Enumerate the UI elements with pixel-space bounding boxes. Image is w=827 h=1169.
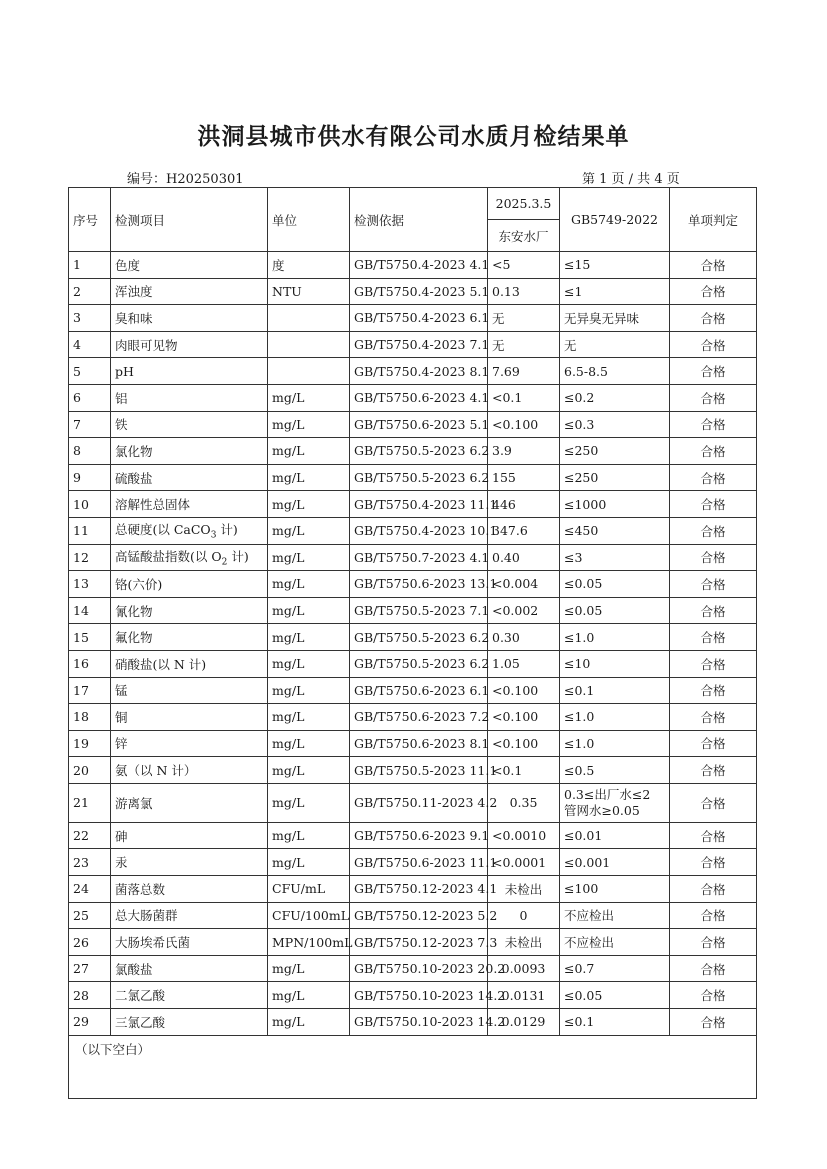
row-result: 347.6 (488, 517, 560, 544)
row-limit: 不应检出 (560, 929, 670, 956)
row-result: 未检出 (488, 929, 560, 956)
row-method: GB/T5750.5-2023 6.2 (350, 464, 488, 491)
row-number: 14 (69, 597, 111, 624)
row-item: 总硬度(以 CaCO$_3$ 计) (111, 517, 268, 544)
row-judgment: 合格 (670, 876, 757, 903)
row-limit: ≤1 (560, 278, 670, 305)
table-row (69, 902, 757, 929)
row-limit: ≤250 (560, 438, 670, 465)
row-limit: ≤0.7 (560, 955, 670, 982)
row-unit: mg/L (268, 955, 350, 982)
table-row (69, 982, 757, 1009)
row-judgment: 合格 (670, 464, 757, 491)
row-limit: ≤450 (560, 517, 670, 544)
row-judgment: 合格 (670, 704, 757, 731)
row-number: 5 (69, 358, 111, 385)
row-limit: ≤0.2 (560, 384, 670, 411)
row-result: 无 (488, 331, 560, 358)
row-number: 7 (69, 411, 111, 438)
row-judgment: 合格 (670, 982, 757, 1009)
row-judgment: 合格 (670, 822, 757, 849)
row-number: 16 (69, 650, 111, 677)
row-method: GB/T5750.4-2023 10.1 (350, 517, 488, 544)
row-number: 18 (69, 704, 111, 731)
row-number: 6 (69, 384, 111, 411)
row-item: 高锰酸盐指数(以 $O_2$ 计) (111, 544, 268, 571)
row-result: 未检出 (488, 876, 560, 903)
row-number: 22 (69, 822, 111, 849)
row-limit: ≤0.1 (560, 1009, 670, 1036)
row-unit: CFU/mL (268, 876, 350, 903)
row-result: <0.100 (488, 677, 560, 704)
row-judgment: 合格 (670, 252, 757, 279)
row-number: 11 (69, 517, 111, 544)
header-standard: GB5749-2022 (560, 188, 670, 252)
row-limit: ≤1.0 (560, 730, 670, 757)
row-unit: 度 (268, 252, 350, 279)
row-method: GB/T5750.5-2023 6.2 (350, 650, 488, 677)
table-row (69, 955, 757, 982)
row-unit: mg/L (268, 650, 350, 677)
row-item: 氨（以 N 计） (111, 757, 268, 784)
row-limit: ≤0.3 (560, 411, 670, 438)
row-method: GB/T5750.4-2023 8.1 (350, 358, 488, 385)
row-result: 0.0131 (488, 982, 560, 1009)
row-item: 大肠埃希氏菌 (111, 929, 268, 956)
row-item: 硫酸盐 (111, 464, 268, 491)
row-result: <0.0010 (488, 822, 560, 849)
row-limit: ≤100 (560, 876, 670, 903)
row-item: 二氯乙酸 (111, 982, 268, 1009)
row-item: 硝酸盐(以 N 计) (111, 650, 268, 677)
table-body (69, 252, 757, 1036)
row-unit: mg/L (268, 571, 350, 598)
row-unit: mg/L (268, 597, 350, 624)
document-number: 编号：H20250301 (127, 172, 244, 187)
row-number: 3 (69, 305, 111, 332)
row-number: 29 (69, 1009, 111, 1036)
row-result: 0.40 (488, 544, 560, 571)
table-row (69, 783, 757, 822)
row-number: 23 (69, 849, 111, 876)
results-table (68, 187, 757, 1099)
row-judgment: 合格 (670, 491, 757, 518)
row-unit (268, 305, 350, 332)
row-unit: mg/L (268, 849, 350, 876)
row-result: 无 (488, 305, 560, 332)
page-number: 第 1 页 / 共 4 页 (582, 172, 680, 187)
row-judgment: 合格 (670, 517, 757, 544)
row-result: <0.100 (488, 411, 560, 438)
footer-row (69, 1035, 757, 1098)
row-limit: 无异臭无异味 (560, 305, 670, 332)
row-judgment: 合格 (670, 1009, 757, 1036)
row-result: 446 (488, 491, 560, 518)
row-result: <0.002 (488, 597, 560, 624)
row-method: GB/T5750.10-2023 14.2 (350, 982, 488, 1009)
row-result: <0.100 (488, 704, 560, 731)
row-result: <0.1 (488, 757, 560, 784)
row-number: 25 (69, 902, 111, 929)
row-limit: ≤0.05 (560, 982, 670, 1009)
row-judgment: 合格 (670, 757, 757, 784)
table-row (69, 411, 757, 438)
table-row (69, 822, 757, 849)
row-result: <0.0001 (488, 849, 560, 876)
row-item: 三氯乙酸 (111, 1009, 268, 1036)
header-date: 2025.3.5 (488, 188, 560, 220)
row-limit: 6.5-8.5 (560, 358, 670, 385)
row-limit: ≤1.0 (560, 624, 670, 651)
page-title: 洪洞县城市供水有限公司水质月检结果单 (197, 124, 630, 150)
row-unit: mg/L (268, 783, 350, 822)
row-limit: ≤0.001 (560, 849, 670, 876)
row-result: <0.004 (488, 571, 560, 598)
row-method: GB/T5750.6-2023 11.1 (350, 849, 488, 876)
table-header-row (69, 188, 757, 220)
row-limit: 无 (560, 331, 670, 358)
row-number: 17 (69, 677, 111, 704)
row-limit: ≤15 (560, 252, 670, 279)
row-unit: mg/L (268, 757, 350, 784)
table-row (69, 929, 757, 956)
row-unit (268, 331, 350, 358)
table-row (69, 331, 757, 358)
row-number: 24 (69, 876, 111, 903)
row-unit: mg/L (268, 1009, 350, 1036)
row-limit: ≤1000 (560, 491, 670, 518)
row-judgment: 合格 (670, 650, 757, 677)
row-method: GB/T5750.6-2023 6.1 (350, 677, 488, 704)
row-unit: mg/L (268, 704, 350, 731)
row-judgment: 合格 (670, 955, 757, 982)
row-limit: ≤0.01 (560, 822, 670, 849)
row-number: 28 (69, 982, 111, 1009)
row-unit: NTU (268, 278, 350, 305)
row-number: 12 (69, 544, 111, 571)
row-method: GB/T5750.4-2023 4.1 (350, 252, 488, 279)
header-plant: 东安水厂 (488, 220, 560, 252)
row-item: 臭和味 (111, 305, 268, 332)
row-method: GB/T5750.12-2023 7.3 (350, 929, 488, 956)
table-row (69, 384, 757, 411)
row-judgment: 合格 (670, 571, 757, 598)
row-judgment: 合格 (670, 730, 757, 757)
row-judgment: 合格 (670, 677, 757, 704)
row-unit: mg/L (268, 730, 350, 757)
row-method: GB/T5750.11-2023 4.2 (350, 783, 488, 822)
row-judgment: 合格 (670, 331, 757, 358)
row-item: 色度 (111, 252, 268, 279)
row-unit: CFU/100mL (268, 902, 350, 929)
row-method: GB/T5750.6-2023 8.1 (350, 730, 488, 757)
table-row (69, 278, 757, 305)
row-judgment: 合格 (670, 849, 757, 876)
row-number: 27 (69, 955, 111, 982)
table-row (69, 358, 757, 385)
row-judgment: 合格 (670, 384, 757, 411)
row-limit: ≤0.05 (560, 571, 670, 598)
table-row (69, 677, 757, 704)
row-method: GB/T5750.5-2023 6.2 (350, 438, 488, 465)
row-method: GB/T5750.4-2023 6.1 (350, 305, 488, 332)
row-result: 0 (488, 902, 560, 929)
table-row (69, 597, 757, 624)
row-item: 铝 (111, 384, 268, 411)
row-judgment: 合格 (670, 305, 757, 332)
row-result: 0.30 (488, 624, 560, 651)
row-unit: mg/L (268, 544, 350, 571)
row-judgment: 合格 (670, 544, 757, 571)
row-result: 7.69 (488, 358, 560, 385)
row-result: 0.0129 (488, 1009, 560, 1036)
row-item: 浑浊度 (111, 278, 268, 305)
row-item: 锌 (111, 730, 268, 757)
row-unit: mg/L (268, 822, 350, 849)
row-method: GB/T5750.4-2023 11.1 (350, 491, 488, 518)
row-judgment: 合格 (670, 929, 757, 956)
row-number: 8 (69, 438, 111, 465)
row-result: 1.05 (488, 650, 560, 677)
row-unit: mg/L (268, 491, 350, 518)
table-row (69, 438, 757, 465)
row-number: 4 (69, 331, 111, 358)
row-judgment: 合格 (670, 624, 757, 651)
row-unit: mg/L (268, 677, 350, 704)
table-row (69, 757, 757, 784)
row-result: <5 (488, 252, 560, 279)
row-item: 肉眼可见物 (111, 331, 268, 358)
row-method: GB/T5750.4-2023 5.1 (350, 278, 488, 305)
table-row (69, 544, 757, 571)
row-item: 氟化物 (111, 624, 268, 651)
table-row (69, 491, 757, 518)
row-judgment: 合格 (670, 438, 757, 465)
row-number: 10 (69, 491, 111, 518)
row-method: GB/T5750.6-2023 4.1 (350, 384, 488, 411)
row-limit: ≤0.05 (560, 597, 670, 624)
row-result: <0.1 (488, 384, 560, 411)
row-result: 3.9 (488, 438, 560, 465)
row-unit: mg/L (268, 624, 350, 651)
row-unit: MPN/100mL (268, 929, 350, 956)
row-item: 总大肠菌群 (111, 902, 268, 929)
row-judgment: 合格 (670, 597, 757, 624)
row-method: GB/T5750.6-2023 7.2 (350, 704, 488, 731)
row-item: 锰 (111, 677, 268, 704)
row-number: 2 (69, 278, 111, 305)
footer-note: （以下空白） (69, 1035, 757, 1098)
row-limit: ≤10 (560, 650, 670, 677)
table-row (69, 730, 757, 757)
row-method: GB/T5750.5-2023 7.1 (350, 597, 488, 624)
row-method: GB/T5750.12-2023 4.1 (350, 876, 488, 903)
row-unit (268, 358, 350, 385)
table-row (69, 650, 757, 677)
row-method: GB/T5750.5-2023 11.1 (350, 757, 488, 784)
table-row (69, 571, 757, 598)
row-limit: ≤3 (560, 544, 670, 571)
table-row (69, 624, 757, 651)
row-unit: mg/L (268, 517, 350, 544)
row-judgment: 合格 (670, 783, 757, 822)
row-unit: mg/L (268, 384, 350, 411)
row-limit: 不应检出 (560, 902, 670, 929)
row-limit: ≤0.1 (560, 677, 670, 704)
row-item: 游离氯 (111, 783, 268, 822)
row-method: GB/T5750.10-2023 14.2 (350, 1009, 488, 1036)
table-row (69, 849, 757, 876)
table-row (69, 252, 757, 279)
table-row (69, 704, 757, 731)
row-result: 0.13 (488, 278, 560, 305)
header-item: 检测项目 (111, 188, 268, 252)
row-result: 0.0093 (488, 955, 560, 982)
row-unit: mg/L (268, 411, 350, 438)
row-item: 砷 (111, 822, 268, 849)
row-method: GB/T5750.5-2023 6.2 (350, 624, 488, 651)
row-method: GB/T5750.12-2023 5.2 (350, 902, 488, 929)
row-method: GB/T5750.6-2023 5.1 (350, 411, 488, 438)
row-number: 1 (69, 252, 111, 279)
table-row (69, 1009, 757, 1036)
row-item: 溶解性总固体 (111, 491, 268, 518)
row-unit: mg/L (268, 464, 350, 491)
row-unit: mg/L (268, 438, 350, 465)
row-judgment: 合格 (670, 411, 757, 438)
row-item: 汞 (111, 849, 268, 876)
row-limit: ≤0.5 (560, 757, 670, 784)
row-method: GB/T5750.10-2023 20.2 (350, 955, 488, 982)
row-limit: ≤250 (560, 464, 670, 491)
row-item: 氯酸盐 (111, 955, 268, 982)
table-row (69, 876, 757, 903)
row-method: GB/T5750.7-2023 4.1 (350, 544, 488, 571)
row-number: 15 (69, 624, 111, 651)
row-item: 菌落总数 (111, 876, 268, 903)
row-unit: mg/L (268, 982, 350, 1009)
row-number: 19 (69, 730, 111, 757)
header-seq: 序号 (69, 188, 111, 252)
row-item: 铁 (111, 411, 268, 438)
row-item: 铬(六价) (111, 571, 268, 598)
table-row (69, 305, 757, 332)
header-judgment: 单项判定 (670, 188, 757, 252)
row-number: 26 (69, 929, 111, 956)
row-item: pH (111, 358, 268, 385)
row-number: 20 (69, 757, 111, 784)
row-result: 0.35 (488, 783, 560, 822)
table-row (69, 517, 757, 544)
row-limit: ≤1.0 (560, 704, 670, 731)
row-item: 铜 (111, 704, 268, 731)
header-method: 检测依据 (350, 188, 488, 252)
row-method: GB/T5750.4-2023 7.1 (350, 331, 488, 358)
row-number: 13 (69, 571, 111, 598)
row-item: 氰化物 (111, 597, 268, 624)
row-result: <0.100 (488, 730, 560, 757)
row-method: GB/T5750.6-2023 13.1 (350, 571, 488, 598)
row-judgment: 合格 (670, 902, 757, 929)
row-result: 155 (488, 464, 560, 491)
row-number: 21 (69, 783, 111, 822)
row-item: 氯化物 (111, 438, 268, 465)
row-method: GB/T5750.6-2023 9.1 (350, 822, 488, 849)
row-number: 9 (69, 464, 111, 491)
header-unit: 单位 (268, 188, 350, 252)
row-limit: 0.3≤出厂水≤2 管网水≥0.05 (560, 783, 670, 822)
row-judgment: 合格 (670, 278, 757, 305)
row-judgment: 合格 (670, 358, 757, 385)
table-row (69, 464, 757, 491)
